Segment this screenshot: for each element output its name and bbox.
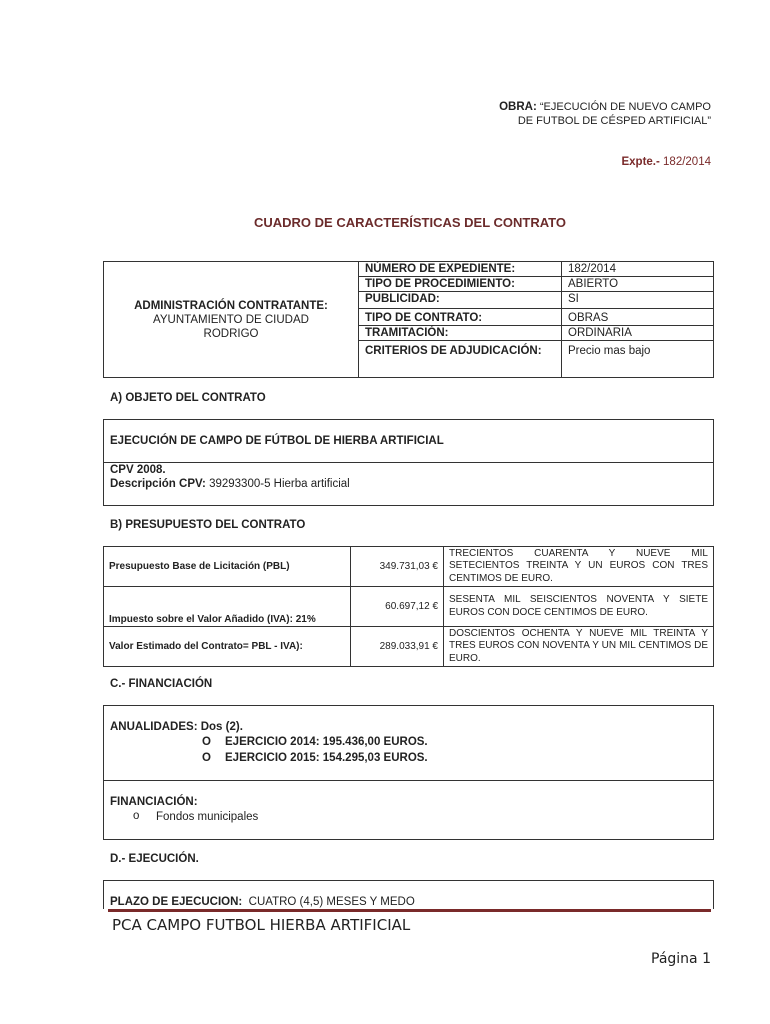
page-number: Página 1: [651, 951, 711, 967]
budget-label: Presupuesto Base de Licitación (PBL): [104, 547, 351, 587]
detail-value: OBRAS: [562, 309, 714, 326]
budget-text: DOSCIENTOS OCHENTA Y NUEVE MIL TREINTA Y TRES EUROS CON NOVENTA Y UN MIL CENTIMOS DE EURO.: [444, 627, 714, 667]
characteristics-table: [103, 261, 714, 378]
obra-line2: DE FUTBOL DE CÉSPED ARTIFICIAL”: [517, 115, 711, 127]
objeto-box: [103, 419, 714, 506]
section-b-heading: B) PRESUPUESTO DEL CONTRATO: [110, 519, 306, 531]
anualidades-block: [104, 706, 713, 780]
section-a-heading: A) OBJETO DEL CONTRATO: [110, 392, 266, 404]
admin-cell: [104, 262, 359, 378]
objeto-text: EJECUCIÓN DE CAMPO DE FÚTBOL DE HIERBA ARTIFICIAL: [110, 435, 444, 447]
obra-label: OBRA:: [499, 101, 537, 113]
budget-label: Impuesto sobre el Valor Añadido (IVA): 21%: [104, 587, 351, 627]
anualidades-text: ANUALIDADES: Dos (2).: [110, 721, 243, 733]
ejercicio-2014-bullet: O: [202, 736, 211, 748]
fondos-bullet: o: [133, 810, 140, 822]
ejercicio-2015-bullet: O: [202, 752, 211, 764]
fondos-text: Fondos municipales: [156, 811, 259, 823]
budget-amount: 289.033,91 €: [351, 627, 444, 667]
detail-value: ABIERTO: [562, 277, 714, 292]
expte-label: Expte.-: [621, 156, 660, 168]
budget-amount: 60.697,12 €: [351, 587, 444, 627]
detail-value: SI: [562, 292, 714, 309]
detail-key: PUBLICIDAD:: [359, 292, 562, 309]
ejercicio-2015: EJERCICIO 2015: 154.295,03 EUROS.: [225, 752, 428, 764]
financiacion-label: FINANCIACIÓN:: [110, 796, 198, 808]
admin-value-line2: RODRIGO: [203, 327, 259, 340]
budget-amount: 349.731,03 €: [351, 547, 444, 587]
detail-key: TRAMITACIÓN:: [359, 326, 562, 341]
cpv-block: [104, 462, 713, 491]
section-d-heading: D.- EJECUCIÓN.: [110, 853, 199, 865]
obra-header: [499, 100, 711, 128]
budget-label: Valor Estimado del Contrato= PBL - IVA):: [104, 627, 351, 667]
detail-key: CRITERIOS DE ADJUDICACIÓN:: [359, 341, 562, 378]
budget-table: [103, 546, 714, 667]
cpv-desc-value: 39293300-5 Hierba artificial: [209, 478, 350, 490]
financiacion-block: [104, 780, 713, 839]
detail-value: ORDINARIA: [562, 326, 714, 341]
admin-label: ADMINISTRACIÓN CONTRATANTE:: [134, 299, 328, 312]
plazo-value: CUATRO (4,5) MESES Y MEDO: [248, 896, 415, 908]
detail-value: 182/2014: [562, 262, 714, 277]
admin-value-line1: AYUNTAMIENTO DE CIUDAD: [153, 313, 309, 326]
footer-divider: [108, 909, 711, 912]
footer-title: PCA CAMPO FUTBOL HIERBA ARTIFICIAL: [112, 916, 411, 934]
plazo-row: [104, 881, 713, 908]
detail-key: TIPO DE PROCEDIMIENTO:: [359, 277, 562, 292]
ejercicio-2014: EJERCICIO 2014: 195.436,00 EUROS.: [225, 736, 428, 748]
financing-box: [103, 705, 714, 840]
expte-value: 182/2014: [663, 156, 711, 168]
section-c-heading: C.- FINANCIACIÓN: [110, 678, 213, 690]
detail-value: Precio mas bajo: [562, 341, 714, 378]
budget-text: TRECIENTOS CUARENTA Y NUEVE MIL SETECIENTOS TREINTA Y UN EUROS CON TRES CENTIMOS DE EURO.: [444, 547, 714, 587]
page-title: CUADRO DE CARACTERÍSTICAS DEL CONTRATO: [253, 215, 566, 230]
plazo-label: PLAZO DE EJECUCION:: [110, 896, 243, 908]
cpv-label: CPV 2008.: [110, 464, 166, 476]
detail-key: NÚMERO DE EXPEDIENTE:: [359, 262, 562, 277]
plazo-box: [103, 880, 714, 909]
cpv-desc-label: Descripción CPV:: [110, 478, 206, 490]
detail-key: TIPO DE CONTRATO:: [359, 309, 562, 326]
obra-line1: “EJECUCIÓN DE NUEVO CAMPO: [539, 101, 711, 113]
expte-header: [621, 156, 711, 168]
budget-text: SESENTA MIL SEISCIENTOS NOVENTA Y SIETE EUROS CON DOCE CENTIMOS DE EURO.: [444, 587, 714, 627]
